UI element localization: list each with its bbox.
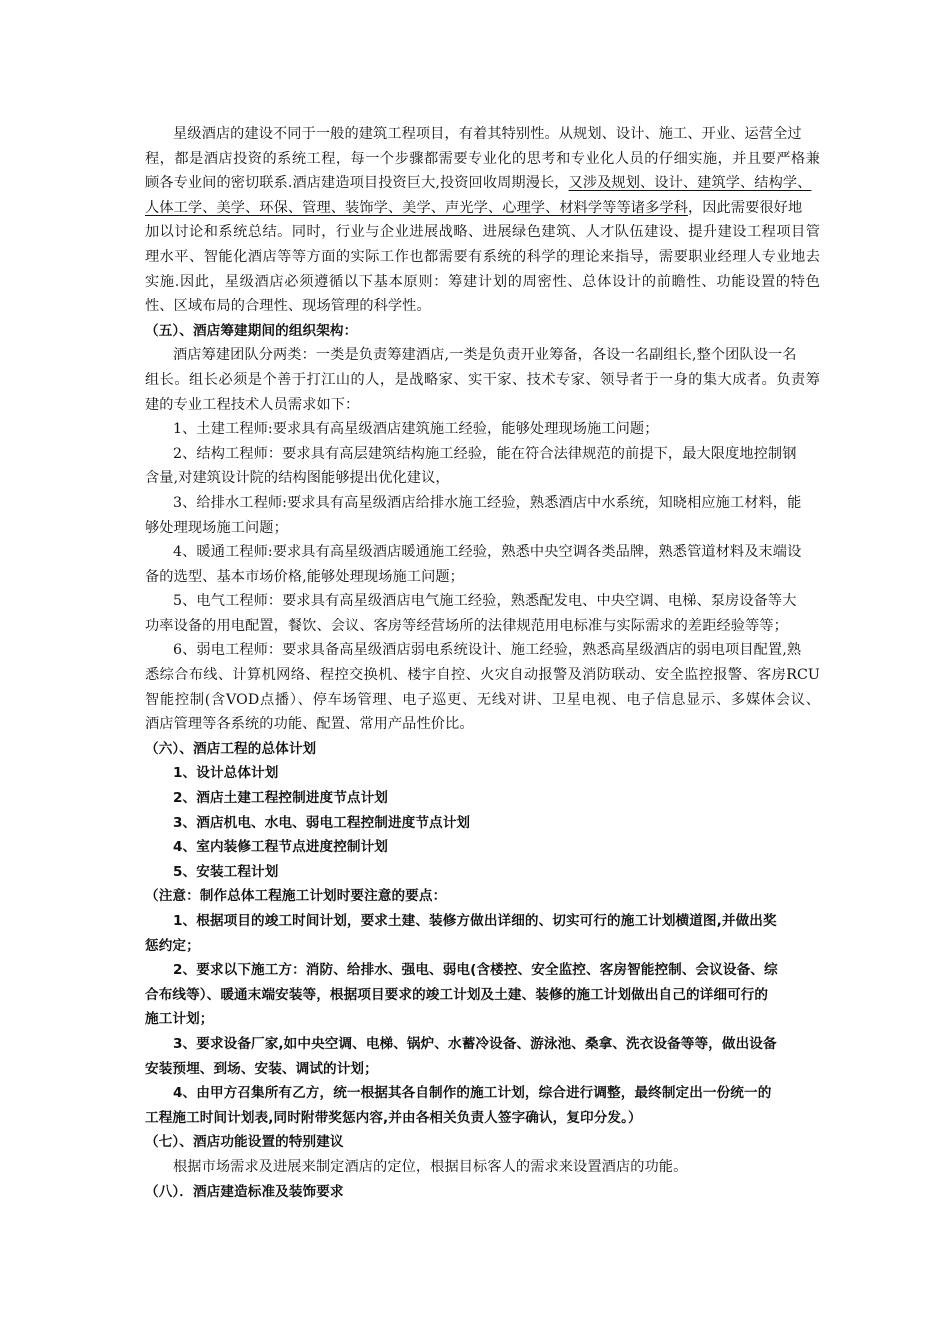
note-4-line-2: 工程施工时间计划表,同时附带奖惩内容,并由各相关负责人签字确认，复印分发。） <box>145 1109 642 1126</box>
section-7-line-1: 根据市场需求及进展来制定酒店的定位，根据目标客人的需求来设置酒店的功能。 <box>173 1158 688 1175</box>
note-4-line-1: 4、由甲方召集所有乙方，统一根据其各自制作的施工计划，综合进行调整，最终制定出一份统一的 <box>173 1085 772 1102</box>
section-5-line-2: 组长。组长必须是个善于打江山的人，是战略家、实干家、技术专家、领导者于一身的集大成者。负责筹 <box>145 371 820 388</box>
engineer-2-line-2: 含量,对建筑设计院的结构图能够提出优化建议， <box>145 470 450 487</box>
document-page <box>145 122 820 1204</box>
engineer-5-line-1: 5、电气工程师：要求具有高星级酒店电气施工经验，熟悉配发电、中央空调、电梯、泵房设备等大 <box>173 593 797 610</box>
section-5-heading: （五）、酒店筹建期间的组织架构： <box>145 322 358 339</box>
intro-line-8: 性、区域布局的合理性、现场管理的科学性。 <box>145 298 431 315</box>
engineer-4-line-2: 备的选型、基本市场价格,能够处理现场施工问题； <box>145 568 464 585</box>
engineer-2-line-1: 2、结构工程师：要求具有高层建筑结构施工经验，能在符合法律规范的前提下，最大限度地控制钢 <box>173 445 797 462</box>
engineer-6-line-3: 智能控制(含VOD点播）、停车场管理、电子巡更、无线对讲、卫星电视、电子信息显示、多媒体会议、 <box>145 691 820 708</box>
note-2-line-3: 施工计划； <box>145 1011 214 1028</box>
engineer-6-line-1: 6、弱电工程师：要求具备高星级酒店弱电系统设计、施工经验，熟悉高星级酒店的弱电项目配置,熟 <box>173 642 802 659</box>
note-1-line-1: 1、根据项目的竣工时间计划，要求土建、装修方做出详细的、切实可行的施工计划横道图,并做出奖 <box>173 913 777 929</box>
intro-underlined-text-2: 人体工学、美学、环保、管理、装饰学、美学、声光学、心理学、材料学等等诸多学科 <box>145 199 688 216</box>
note-3-line-2: 安装预埋、到场、安装、调试的计划； <box>145 1060 378 1077</box>
plan-item-4: 4、室内装修工程节点进度控制计划 <box>173 839 388 856</box>
engineer-5-line-2: 功率设备的用电配置，餐饮、会议、客房等经营场所的法律规范用电标准与实际需求的差距经验等等； <box>145 617 788 634</box>
engineer-6-line-4: 酒店管理等各系统的功能、配置、常用产品性价比。 <box>145 716 474 733</box>
plan-item-2: 2、酒店土建工程控制进度节点计划 <box>173 790 388 807</box>
section-7-heading: （七）、酒店功能设置的特别建议 <box>145 1134 344 1151</box>
intro-line-1: 星级酒店的建设不同于一般的建筑工程项目，有着其特别性。从规划、设计、施工、开业、运营全过 <box>173 126 802 142</box>
plan-item-5: 5、安装工程计划 <box>173 863 279 880</box>
plan-item-1: 1、设计总体计划 <box>173 765 279 782</box>
intro-underlined-text-1: 又涉及规划、设计、建筑学、结构学、 <box>568 175 812 192</box>
section-8-heading: （八）．酒店建造标准及装饰要求 <box>145 1183 344 1200</box>
note-3-line-1: 3、要求设备厂家,如中央空调、电梯、锅炉、水蓄冷设备、游泳池、桑拿、洗衣设备等等，做出设备 <box>173 1035 777 1052</box>
engineer-4-line-1: 4、暖通工程师:要求具有高星级酒店暖通施工经验，熟悉中央空调各类品牌，熟悉管道材料及末端设 <box>173 544 802 561</box>
note-2-line-2: 合布线等）、暖通末端安装等，根据项目要求的竣工计划及土建、装修的施工计划做出自己的详细可行的 <box>145 986 769 1003</box>
intro-line-3-text: 顾各专业间的密切联系.酒店建造项目投资巨大,投资回收周期漫长， <box>145 175 569 192</box>
section-6-heading: （六）、酒店工程的总体计划 <box>145 740 317 757</box>
intro-line-3 <box>145 171 820 196</box>
intro-line-6: 理水平、智能化酒店等等方面的实际工作也都需要有系统的科学的理论来指导，需要职业经理人专业地去 <box>145 248 820 265</box>
engineer-1-line-1: 1、土建工程师:要求具有高星级酒店建筑施工经验，能够处理现场施工问题； <box>173 421 659 438</box>
intro-line-2: 程，都是酒店投资的系统工程，每一个步骤都需要专业化的思考和专业化人员的仔细实施，并且要严格兼 <box>145 150 820 167</box>
intro-line-5: 加以讨论和系统总结。同时，行业与企业进展战略、进展绿色建筑、人才队伍建设、提升建设工程项目管 <box>145 224 820 241</box>
intro-line-7: 实施.因此，星级酒店必须遵循以下基本原则：筹建计划的周密性、总体设计的前瞻性、功能设置的特色 <box>145 273 820 290</box>
plan-item-3: 3、酒店机电、水电、弱电工程控制进度节点计划 <box>173 814 471 831</box>
note-2-line-1: 2、要求以下施工方：消防、给排水、强电、弱电(含楼控、安全监控、客房智能控制、会议设备、综 <box>173 962 778 979</box>
engineer-3-line-2: 够处理现场施工问题； <box>145 519 288 536</box>
intro-line-4 <box>145 196 820 221</box>
note-1-line-2: 惩约定； <box>145 937 200 954</box>
section-5-line-1: 酒店筹建团队分两类：一类是负责筹建酒店,一类是负责开业筹备，各设一名副组长,整个团队设一名 <box>173 347 797 364</box>
intro-line-4-tail: ，因此需要很好地 <box>687 199 803 216</box>
section-5-line-3: 建的专业工程技术人员需求如下： <box>145 396 360 413</box>
engineer-3-line-1: 3、给排水工程师:要求具有高星级酒店给排水施工经验，熟悉酒店中水系统，知晓相应施工材料，能 <box>173 494 802 511</box>
engineer-6-line-2: 悉综合布线、计算机网络、程控交换机、楼宇自控、火灾自动报警及消防联动、安全监控报警、客房RCU <box>145 667 820 684</box>
note-heading: （注意：制作总体工程施工计划时要注意的要点： <box>145 888 447 905</box>
